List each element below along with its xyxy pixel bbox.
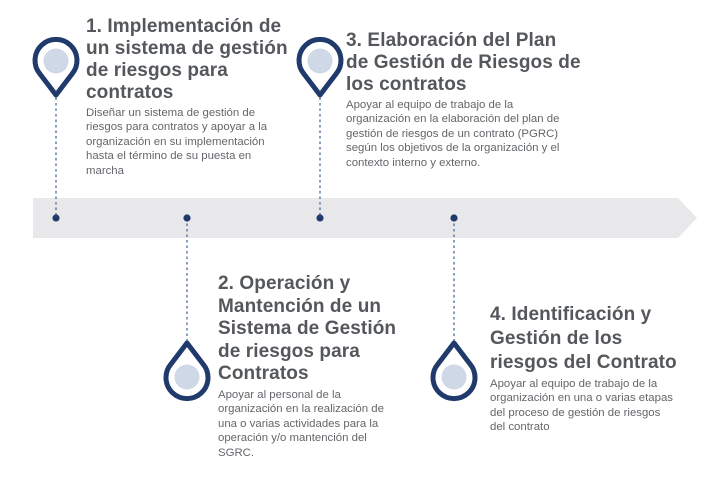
step-4-description: Apoyar al equipo de trabajo de la organización en una o varias etapas del proceso de gestión de riesgos del contrato bbox=[490, 378, 674, 434]
step-1-timeline-dot bbox=[52, 214, 59, 221]
step-1-title: 1. Implementación de un sistema de gestión de riesgos para contratos bbox=[86, 16, 288, 103]
step-2-title: 2. Operación y Mantención de un Sistema de Gestión de riesgos para Contratos bbox=[218, 273, 397, 385]
step-2-marker bbox=[166, 214, 208, 398]
step-4-marker bbox=[433, 214, 475, 398]
step-3-description: Apoyar al equipo de trabajo de la organización en la elaboración del plan de gestión de riesgos de un contrato (PGRC) según los objetivos de la organización y el contexto interno y externo. bbox=[346, 99, 560, 169]
step-3 bbox=[346, 30, 606, 170]
step-2-timeline-dot bbox=[183, 214, 190, 221]
timeline-arrow-band bbox=[33, 198, 697, 238]
step-4-title: 4. Identificación y Gestión de los riesgos del Contrato bbox=[490, 304, 677, 373]
step-1 bbox=[86, 16, 316, 178]
step-1-description: Diseñar un sistema de gestión de riesgos para contratos y apoyar a la organización en su implementación hasta el término de su puesta en marcha bbox=[86, 107, 268, 177]
step-1-pin-inner bbox=[44, 49, 69, 74]
step-3-timeline-dot bbox=[316, 214, 323, 221]
step-2-pin-inner bbox=[175, 365, 200, 390]
step-4-timeline-dot bbox=[450, 214, 457, 221]
step-2-description: Apoyar al personal de la organización en la realización de una o varias actividades para la operación y/o mantención del SGRC. bbox=[218, 388, 384, 459]
step-1-marker bbox=[35, 39, 77, 221]
step-4 bbox=[490, 303, 700, 435]
step-3-title: 3. Elaboración del Plan de Gestión de Riesgos de los contratos bbox=[346, 30, 581, 95]
step-2 bbox=[218, 273, 418, 460]
step-4-pin-inner bbox=[442, 365, 467, 390]
